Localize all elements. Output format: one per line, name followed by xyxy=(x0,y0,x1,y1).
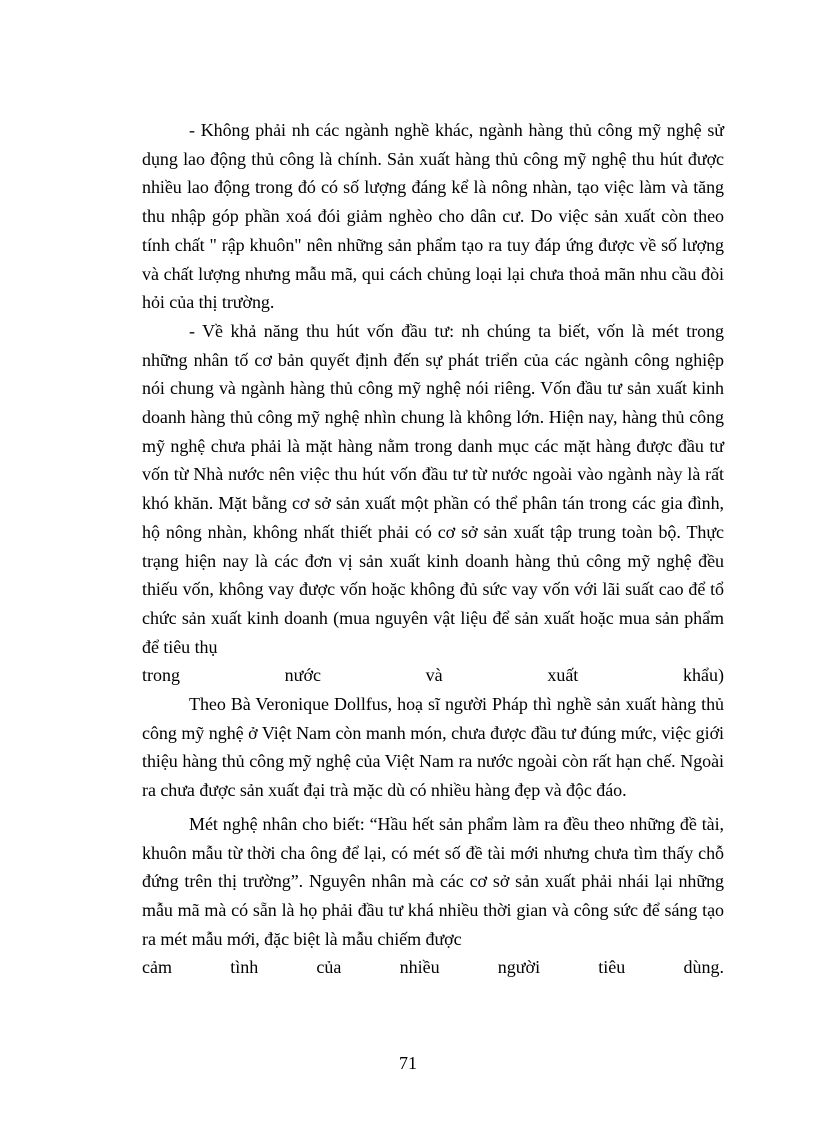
page-number: 71 xyxy=(399,1053,417,1073)
body-text xyxy=(142,116,724,982)
paragraph-2: - Về khả năng thu hút vốn đầu tư: nh chúng ta biết, vốn là mét trong những nhân tố cơ bản quyết định đến sự phát triển của các ngành công nghiệp nói chung và ngành hàng thủ công mỹ nghệ nói riêng. Vốn đầu tư sản xuất kinh doanh hàng thủ công mỹ nghệ nhìn chung là không lớn. Hiện nay, hàng thủ công mỹ nghệ chưa phải là mặt hàng nằm trong danh mục các mặt hàng được đầu tư vốn từ Nhà nước nên việc thu hút vốn đầu tư từ nước ngoài vào ngành này là rất khó khăn. Mặt bằng cơ sở sản xuất một phần có thể phân tán trong các gia đình, hộ nông nhàn, không nhất thiết phải có cơ sở sản xuất tập trung toàn bộ. Thực trạng hiện nay là các đơn vị sản xuất kinh doanh hàng thủ công mỹ nghệ đều thiếu vốn, không vay được vốn hoặc không đủ sức vay vốn với lãi suất cao để tổ chức sản xuất kinh doanh (mua nguyên vật liệu để sản xuất hoặc mua sản phẩm để tiêu thụ xyxy=(142,320,724,657)
paragraph-1: - Không phải nh các ngành nghề khác, ngành hàng thủ công mỹ nghệ sử dụng lao động thủ công là chính. Sản xuất hàng thủ công mỹ nghệ thu hút được nhiều lao động trong đó có số lượng đáng kể là nông nhàn, tạo việc làm và tăng thu nhập góp phần xoá đói giảm nghèo cho dân cư. Do việc sản xuất còn theo tính chất " rập khuôn" nên những sản phẩm tạo ra tuy đáp ứng được về số lượng và chất lượng nhưng mẫu mã, qui cách chủng loại lại chưa thoả mãn nhu cầu đòi hỏi của thị trường. xyxy=(142,120,724,313)
paragraph-3: Theo Bà Veronique Dollfus, hoạ sĩ người Pháp thì nghề sản xuất hàng thủ công mỹ nghệ ở Việt Nam còn manh món, chưa được đầu tư đúng mức, việc giới thiệu hàng thủ công mỹ nghệ của Việt Nam ra nước ngoài còn rất hạn chế. Ngoài ra chưa được sản xuất đại trà mặc dù có nhiều hàng đẹp và độc đáo. xyxy=(142,694,724,801)
paragraph-2-last-line: trong nước và xuất khẩu) xyxy=(142,665,724,686)
paragraph-4-last-line: cảm tình của nhiều người tiêu dùng. xyxy=(142,957,724,978)
paragraph-4: Mét nghệ nhân cho biết: “Hầu hết sản phẩm làm ra đều theo những đề tài, khuôn mẫu từ thời cha ông để lại, có mét số đề tài mới nhưng chưa tìm thấy chỗ đứng trên thị trường”. Nguyên nhân mà các cơ sở sản xuất phải nhái lại những mẫu mã mà có sẵn là họ phải đầu tư khá nhiều thời gian và công sức để sáng tạo ra mét mẫu mới, đặc biệt là mẫu chiếm được xyxy=(142,813,724,949)
